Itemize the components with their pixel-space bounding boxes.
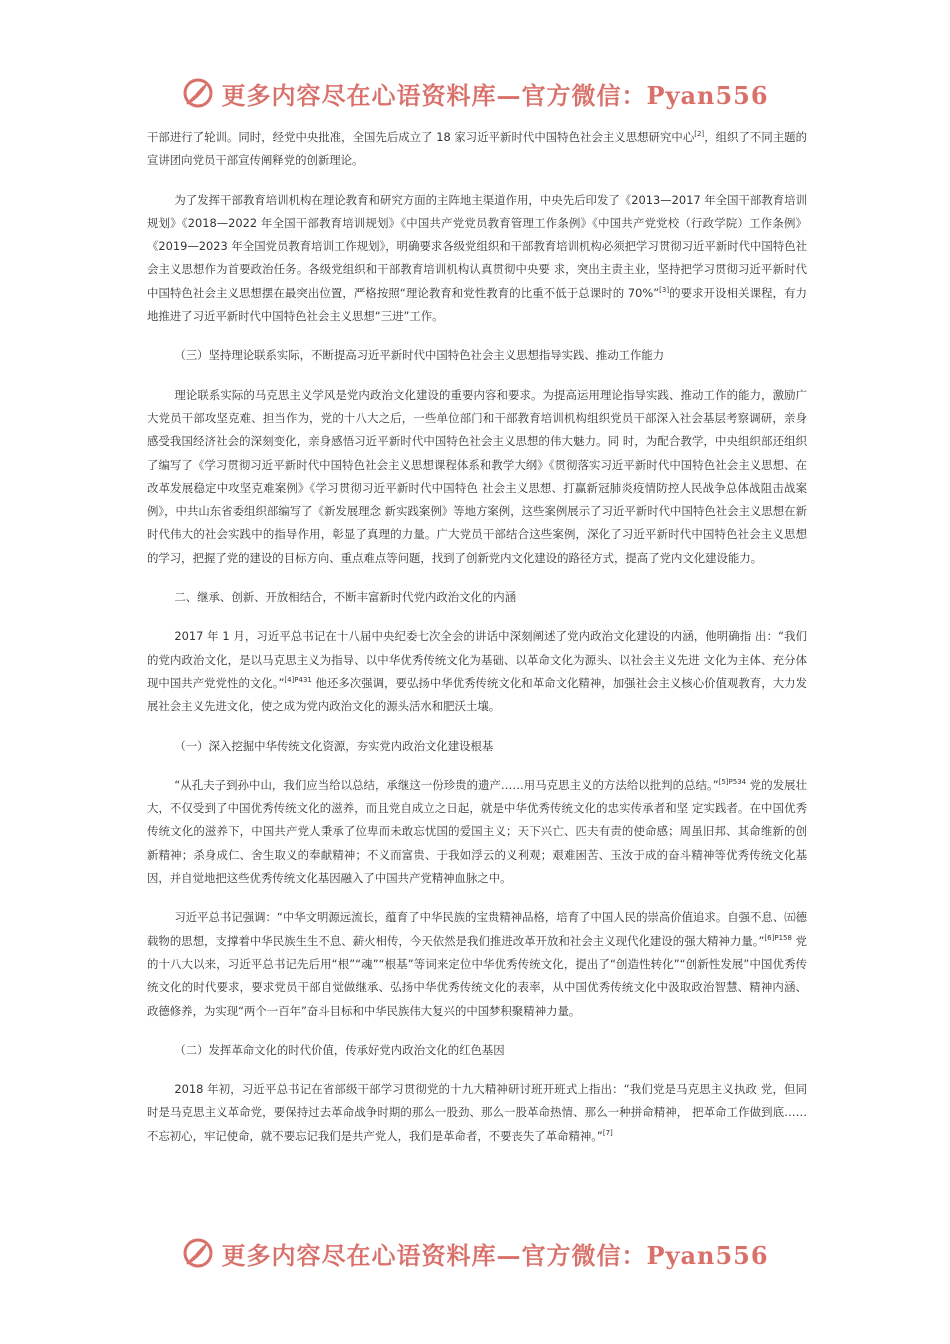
section-heading: （一）深入挖掘中华传统文化资源，夯实党内政治文化建设根基	[174, 738, 494, 753]
citation: [4]P431	[284, 676, 312, 685]
banner-text: 更多内容尽在心语资料库—官方微信：Pyan556	[221, 1240, 769, 1270]
banner-text: 更多内容尽在心语资料库—官方微信：Pyan556	[221, 80, 769, 110]
footer-watermark-banner	[0, 1228, 950, 1278]
document-body	[147, 126, 807, 1164]
section-heading: （二）发挥革命文化的时代价值，传承好党内政治文化的红色基因	[174, 1042, 505, 1057]
citation: [6]P158	[764, 933, 792, 942]
paragraph: 2018 年初，习近平总书记在省部级干部学习贯彻党的十九大精神研讨班开班式上指出：“我们党是马克思主义执政 党，但同时是马克思主义革命党，要保持过去革命战争时期的那么一股劲、那么一股革命热情、那么一种拼命精神， 把革命工作做到底……不忘初心，牢记使命，就不要忘记我们是共产党人，我们是革命者，不要丧失了革命精神。”[7]	[147, 1082, 807, 1143]
citation: [5]P534	[718, 778, 747, 787]
header-watermark-banner	[0, 68, 950, 118]
paragraph: 2017 年 1 月，习近平总书记在十八届中央纪委七次全会的讲话中深刻阐述了党内政治文化建设的内涵，他明确指 出：“我们的党内政治文化，是以马克思主义为指导、以中华优秀传统文化为基础、以革命文化为源头、以社会主义先进 文化为主体、充分体现中国共产党党性的文化。”$^{[4]P431}$ 他还多次强调，要弘扬中华优秀传统文化和革命文化精神，加强社会主义核心价值观教育，大力发展社会主义先进文化，使之成为党内政治文化的源头活水和肥沃土壤。	[147, 629, 808, 714]
paragraph: 理论联系实际的马克思主义学风是党内政治文化建设的重要内容和要求。为提高运用理论指导实践、推动工作的能力，激励广大党员干部攻坚克难、担当作为，党的十八大之后，一些单位部门和干部教育培训机构组织党员干部深入社会基层考察调研，亲身感受我国经济社会的深刻变化，亲身感悟习近平新时代中国特色社会主义思想的伟大魅力。同 时，为配合教学，中央组织部还组织了编写了《学习贯彻习近平新时代中国特色社会主义思想课程体系和教学大纲》《贯彻落实习近平新时代中国特色社会主义思想、在改革发展稳定中攻坚克难案例》《学习贯彻习近平新时代中国特色 社会主义思想、打赢新冠肺炎疫情防控人民战争总体战阻击战案例》，中共山东省委组织部编写了《新发展理念 新实践案例》等地方案例，这些案例展示了习近平新时代中国特色社会主义思想在新时代伟大的社会实践中的指导作用，彰显了真理的力量。广大党员干部结合这些案例，深化了习近平新时代中国特色社会主义思想的学习，把握了党的建设的目标方向、重点难点等问题，找到了创新党内文化建设的路径方式，提高了党内文化建设能力。	[147, 387, 807, 565]
paragraph: 为了发挥干部教育培训机构在理论教育和研究方面的主阵地主渠道作用，中央先后印发了《2013—2017 年全国干部教育培训规划》《2018—2022 年全国干部教育培训规划》《中国共产党党员教育管理工作条例》《中国共产党党校（行政学院）工作条例》《2019—2023 年全国党员教育培训工作规划》，明确要求各级党组织和干部教育培训机构必须把学习贯彻习近平新时代中国特色社会主义思想作为首要政治任务。各级党组织和干部教育培训机构认真贯彻中央要 求，突出主责主业，坚持把学习贯彻习近平新时代中国特色社会主义思想摆在最突出位置，严格按照“理论教育和党性教育的比重不低于总课时的 70%”[3]的要求开设相关课程，有力地推进了习近平新时代中国特色社会主义思想“三进”工作。	[147, 192, 807, 324]
citation: [2]	[694, 130, 705, 139]
citation: [3]	[659, 285, 670, 294]
citation: [7]	[602, 1128, 613, 1137]
pen-leaf-logo-icon	[181, 1236, 215, 1270]
pen-leaf-logo-icon	[181, 76, 215, 110]
paragraph: 习近平总书记强调：“中华文明源远流长，蕴育了中华民族的宝贵精神品格，培育了中国人民的崇高价值追求。自强不息、㈤德载物的思想，支撑着中华民族生生不息、薪火相传，今天依然是我们推进改革开放和社会主义现代化建设的强大精神力量。”$^{[6]P158}$ 党的十八大以来，习近平总书记先后用“根”“魂”“根基”等词来定位中华优秀传统文化，提出了“创造性转化”“创新性发展”中国优秀传统文化的时代要求，要求党员干部自觉做继承、弘扬中华优秀传统文化的表率，从中国优秀传统文化中汲取政治智慧、精神内涵、政德修养，为实现“两个一百年”奋斗目标和中华民族伟大复兴的中国梦积聚精神力量。	[147, 910, 807, 1018]
paragraph: “从孔夫子到孙中山，我们应当给以总结，承继这一份珍贵的遗产……用马克思主义的方法给以批判的总结。”$^{[5]P534}$ 党的发展壮大，不仅受到了中国优秀传统文化的滋养，而且党自成立之日起，就是中华优秀传统文化的忠实传承者和坚 定实践者。在中国优秀传统文化的滋养下，中国共产党人秉承了位卑而未敢忘忧国的爱国主义；天下兴亡、匹夫有责的使命感；周虽旧邦、其命维新的创新精神；杀身成仁、舍生取义的奉献精神；不义而富贵、于我如浮云的义利观；艰难困苦、玉汝于成的奋斗精神等优秀传统文化基因，并自觉地把这些优秀传统文化基因融入了中国共产党精神血脉之中。	[147, 777, 807, 886]
paragraph: 干部进行了轮训。同时，经党中央批准，全国先后成立了 18 家习近平新时代中国特色社会主义思想研究中心[2]，组织了不同主题的宣讲团向党员干部宣传阐释党的创新理论。	[147, 130, 807, 168]
section-heading: 二、继承、创新、开放相结合，不断丰富新时代党内政治文化的内涵	[174, 590, 517, 605]
section-heading: （三）坚持理论联系实际，不断提高习近平新时代中国特色社会主义思想指导实践、推动工作能力	[174, 348, 665, 363]
